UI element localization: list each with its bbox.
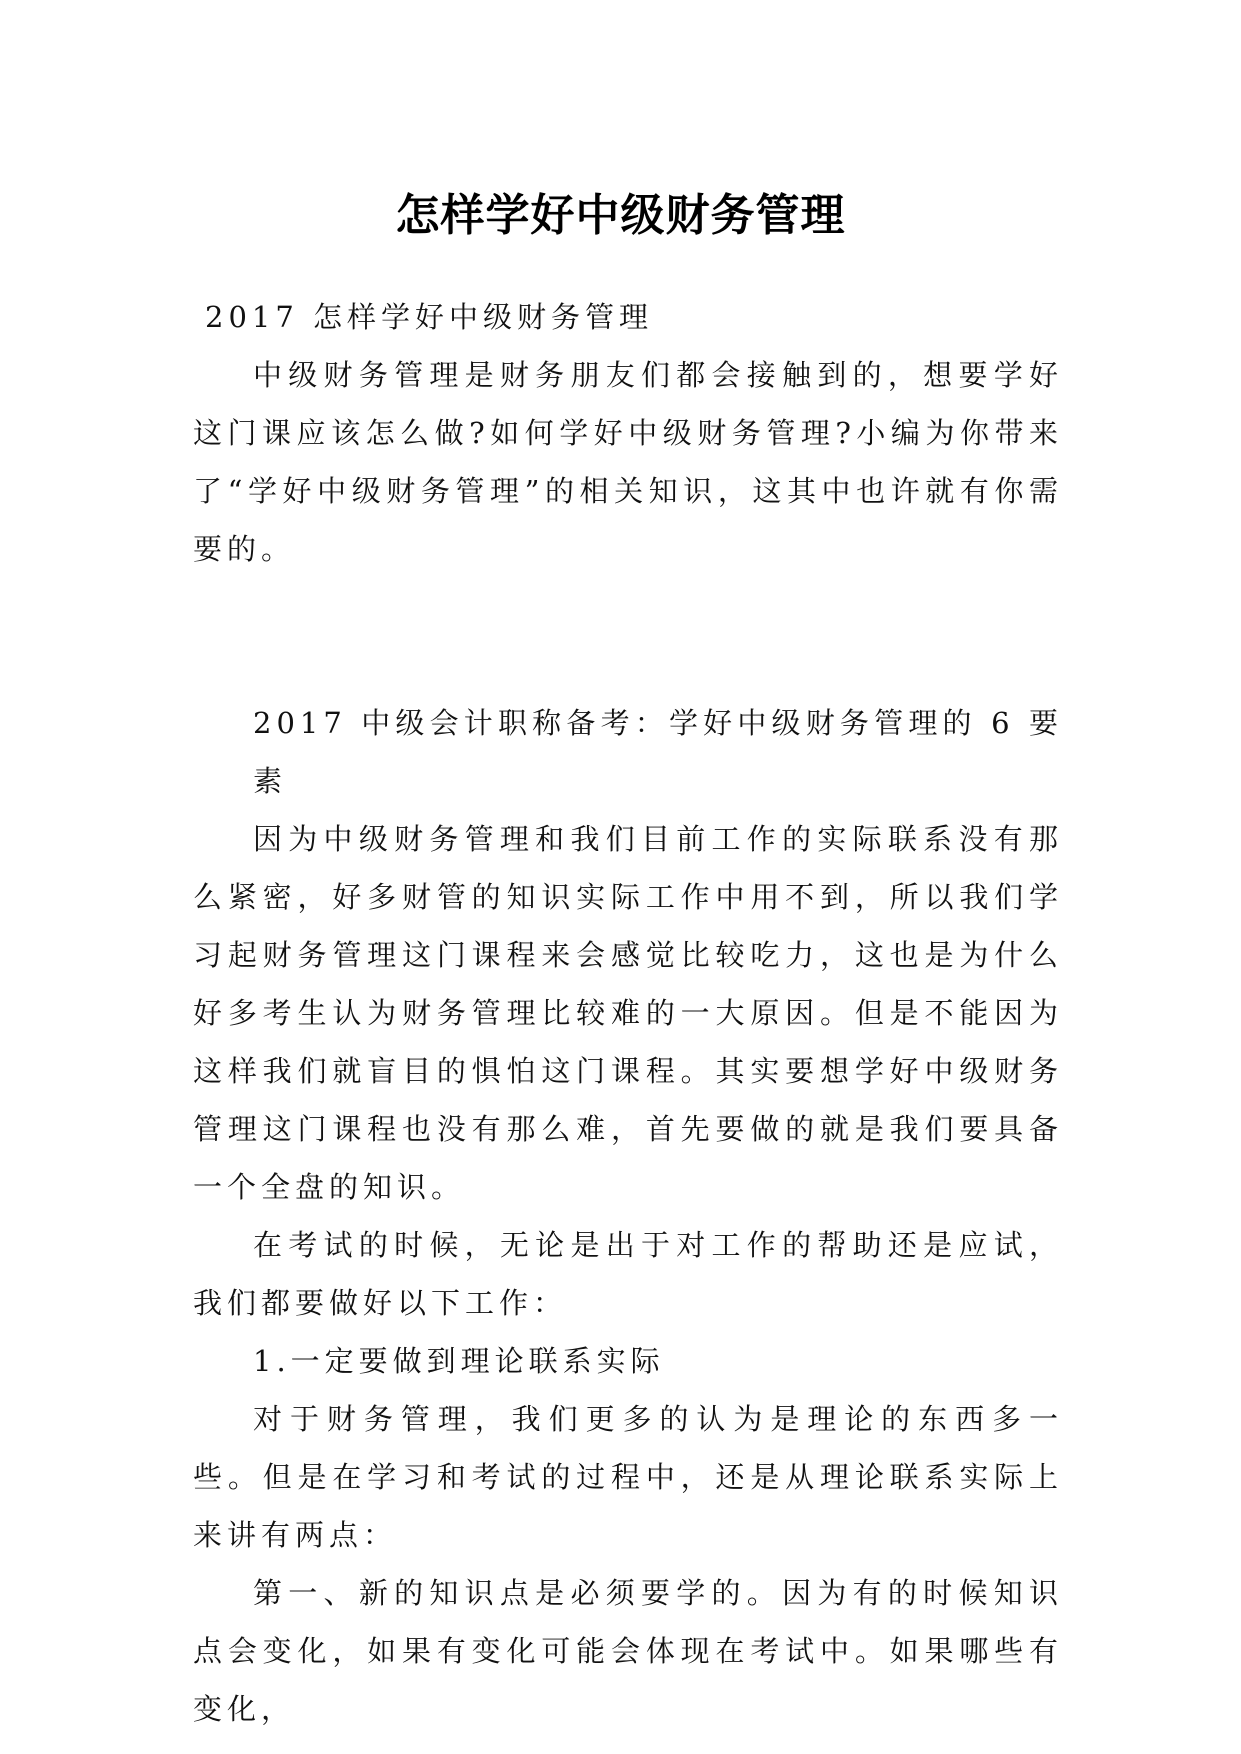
- document-body: [193, 288, 1063, 1738]
- list-item-heading: 1.一定要做到理论联系实际: [253, 1344, 665, 1378]
- section-heading: 2017 中级会计职称备考：学好中级财务管理的 6 要素: [253, 706, 1063, 798]
- document-title: 怎样学好中级财务管理: [395, 190, 846, 242]
- body-paragraph: 对于财务管理，我们更多的认为是理论的东西多一些。但是在学习和考试的过程中，还是从理论联系实际上来讲有两点：: [193, 1402, 1063, 1552]
- body-paragraph: 第一、新的知识点是必须要学的。因为有的时候知识点会变化，如果有变化可能会体现在考试中。如果哪些有变化，: [193, 1576, 1063, 1726]
- body-paragraph: 因为中级财务管理和我们目前工作的实际联系没有那么紧密，好多财管的知识实际工作中用不到，所以我们学习起财务管理这门课程来会感觉比较吃力，这也是为什么好多考生认为财务管理比较难的一大原因。但是不能因为这样我们就盲目的惧怕这门课程。其实要想学好中级财务管理这门课程也没有那么难，首先要做的就是我们要具备一个全盘的知识。: [193, 822, 1063, 1204]
- intro-paragraph: 中级财务管理是财务朋友们都会接触到的，想要学好这门课应该怎么做?如何学好中级财务管理?小编为你带来了“学好中级财务管理”的相关知识，这其中也许就有你需要的。: [193, 358, 1063, 566]
- body-paragraph: 在考试的时候，无论是出于对工作的帮助还是应试，我们都要做好以下工作：: [193, 1228, 1063, 1320]
- document-subtitle: 2017 怎样学好中级财务管理: [205, 300, 654, 334]
- paragraph-spacer: [193, 578, 1063, 694]
